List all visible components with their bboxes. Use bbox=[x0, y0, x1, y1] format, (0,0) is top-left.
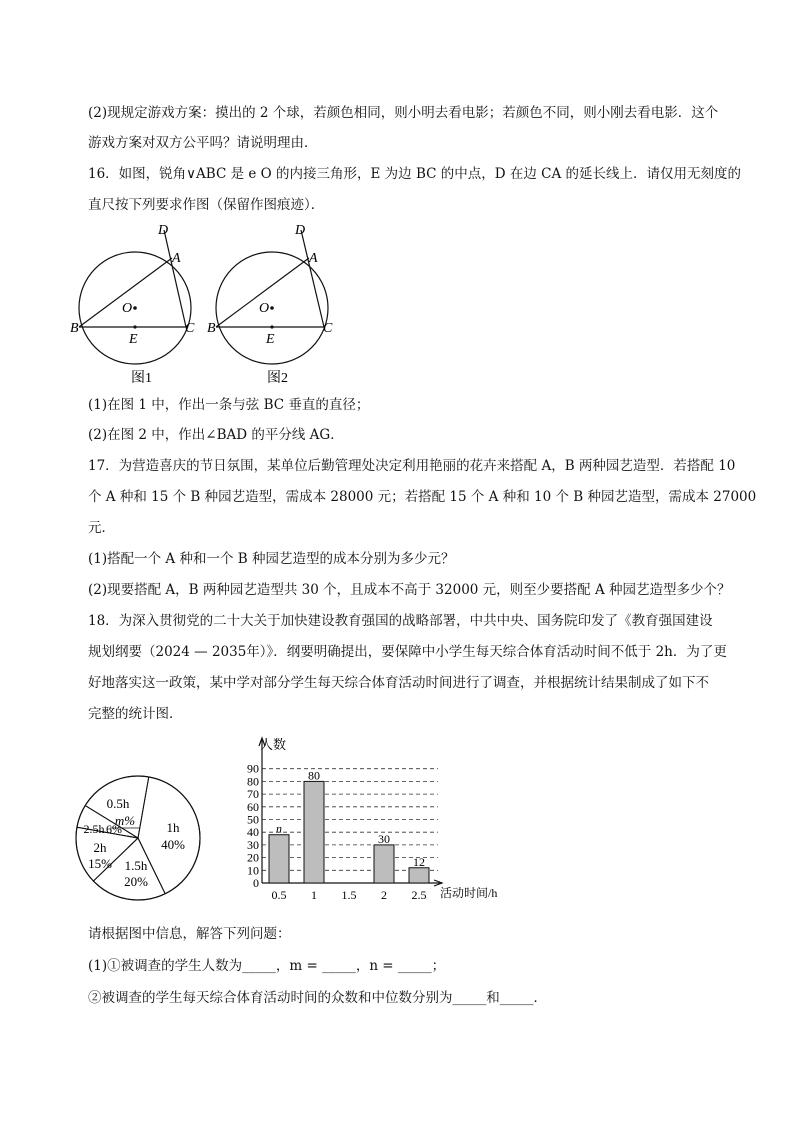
bar-2 bbox=[374, 845, 394, 883]
y-tick-label: 10 bbox=[247, 863, 259, 878]
pie-percent-label: 15% bbox=[88, 856, 112, 871]
label-A: A bbox=[172, 251, 181, 266]
label-D: D bbox=[158, 223, 169, 238]
q16-line2: 直尺按下列要求作图（保留作图痕迹）． bbox=[88, 197, 325, 213]
y-tick-label: 80 bbox=[247, 774, 259, 789]
pie-label: 1h bbox=[166, 820, 180, 835]
geometry-figures bbox=[68, 218, 358, 390]
label-E: E bbox=[266, 332, 275, 347]
label-D: D bbox=[295, 223, 306, 238]
y-tick-label: 0 bbox=[253, 876, 259, 890]
y-tick-label: 30 bbox=[247, 837, 259, 852]
label-E: E bbox=[129, 332, 138, 347]
label-O: O bbox=[259, 301, 270, 316]
q15-part2-line1: (2)现规定游戏方案：摸出的 2 个球，若颜色相同，则小明去看电影；若颜色不同，则小刚去看电影．这个 bbox=[88, 105, 719, 121]
y-tick-label: 50 bbox=[247, 812, 259, 827]
x-tick-label: 2.5 bbox=[411, 888, 427, 902]
pie-label: 2h bbox=[93, 840, 107, 855]
bar-0.5 bbox=[269, 835, 289, 883]
pie-label: 0.5h bbox=[106, 796, 130, 811]
q18-line4: 完整的统计图． bbox=[88, 706, 183, 722]
pie-label: 2.5h bbox=[83, 822, 105, 836]
q17-part1: (1)搭配一个 A 种和一个 B 种园艺造型的成本分别为多少元？ bbox=[88, 551, 455, 567]
bar-data-label: n bbox=[276, 821, 282, 836]
q16-part1: (1)在图 1 中，作出一条与弦 BC 垂直的直径； bbox=[88, 397, 370, 413]
y-tick-label: 20 bbox=[247, 850, 259, 865]
pie-label: 1.5h bbox=[124, 858, 148, 873]
label-C: C bbox=[323, 321, 333, 336]
q18-line2: 规划纲要（2024 — 2035年）》．纲要明确提出，要保障中小学生每天综合体育活动时间不低于 2h．为了更 bbox=[88, 644, 727, 660]
pie-percent-label: 20% bbox=[124, 874, 148, 889]
y-tick-label: 60 bbox=[247, 799, 259, 814]
q16-line1: 16．如图，锐角∨ABC 是 e O 的内接三角形，E 为边 BC 的中点，D 在边 CA 的延长线上．请仅用无刻度的 bbox=[88, 166, 742, 182]
q17-line2: 个 A 种和 15 个 B 种园艺造型，需成本 28000 元；若搭配 15 个 A 种和 10 个 B 种园艺造型，需成本 27000 bbox=[88, 489, 757, 505]
label-A: A bbox=[309, 251, 318, 266]
q17-part2: (2)现要搭配 A，B 两种园艺造型共 30 个，且成本不高于 32000 元，则至少要搭配 A 种园艺造型多少个？ bbox=[88, 582, 731, 598]
bar-data-label: 12 bbox=[413, 854, 425, 869]
y-tick-label: 70 bbox=[247, 787, 259, 802]
q18-part2: ②被调查的学生每天综合体育活动时间的众数和中位数分别为_____和_____． bbox=[88, 990, 547, 1006]
q17-line3: 元． bbox=[88, 520, 115, 536]
figure-2 bbox=[207, 223, 333, 386]
label-B: B bbox=[207, 321, 216, 336]
pie-percent-label: m% bbox=[114, 813, 136, 828]
q15-part2-line2: 游戏方案对双方公平吗？请说明理由． bbox=[88, 135, 318, 151]
label-B: B bbox=[70, 321, 79, 336]
label-O: O bbox=[122, 301, 133, 316]
bar-2.5 bbox=[409, 868, 429, 883]
bar-chart bbox=[222, 732, 522, 902]
x-tick-label: 1 bbox=[311, 888, 317, 902]
y-tick-label: 90 bbox=[247, 761, 259, 776]
bar-1 bbox=[304, 781, 324, 883]
bar-data-label: 30 bbox=[378, 831, 390, 846]
q18-line3: 好地落实这一政策，某中学对部分学生每天综合体育活动时间进行了调查，并根据统计结果制成了如下不 bbox=[88, 675, 709, 691]
q18-line1: 18．为深入贯彻党的二十大关于加快建设教育强国的战略部署，中共中央、国务院印发了《教育强国建设 bbox=[88, 613, 713, 629]
pie-percent-label: 40% bbox=[161, 837, 185, 852]
figure-1 bbox=[70, 223, 195, 386]
fig1-caption: 图1 bbox=[131, 371, 152, 386]
y-tick-label: 40 bbox=[247, 825, 259, 840]
q18-part1: (1)①被调查的学生人数为_____，m = _____，n = _____； bbox=[88, 958, 446, 974]
bar-data-label: 80 bbox=[308, 768, 320, 783]
y-axis-label: 人数 bbox=[260, 737, 287, 752]
x-tick-label: 2 bbox=[381, 888, 387, 902]
pie-chart bbox=[70, 775, 210, 905]
x-axis-label: 活动时间/h bbox=[440, 886, 498, 900]
label-C: C bbox=[185, 321, 195, 336]
q18-after-chart: 请根据图中信息，解答下列问题： bbox=[88, 926, 291, 942]
q16-part2: (2)在图 2 中，作出∠BAD 的平分线 AG． bbox=[88, 427, 344, 443]
x-tick-label: 0.5 bbox=[271, 888, 287, 902]
x-tick-label: 1.5 bbox=[341, 888, 357, 902]
fig2-caption: 图2 bbox=[267, 371, 288, 386]
pie-percent-label: 6% bbox=[106, 822, 122, 836]
q17-line1: 17．为营造喜庆的节日氛围，某单位后勤管理处决定利用艳丽的花卉来搭配 A，B 两种园艺造型．若搭配 10 bbox=[88, 458, 736, 474]
